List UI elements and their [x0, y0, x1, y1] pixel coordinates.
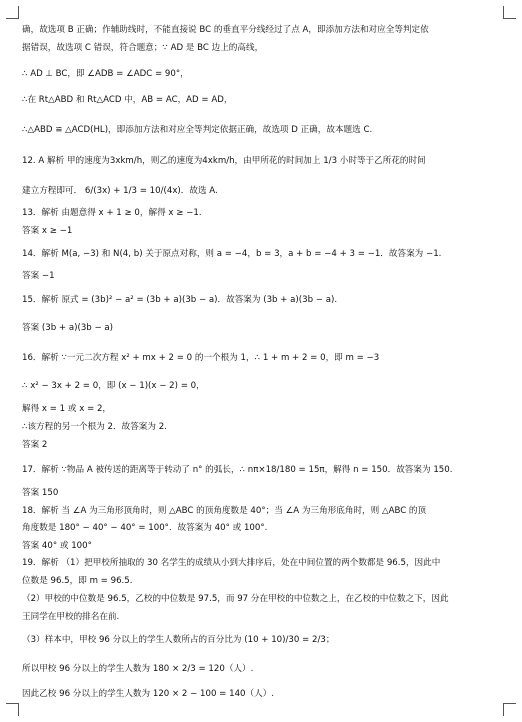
text-line: 确，故选项 B 正确；作辅助线时，不能直接说 BC 的垂直平分线经过了点 A，即添加方法和对应全等判定依 — [22, 25, 429, 35]
text-line: 12. A 解析 甲的速度为3xkm/h，则乙的速度为4xkm/h，由甲所花的时间加上 1/3 小时等于乙所花的时间 — [22, 156, 426, 166]
text-line: 角度数是 180° − 40° − 40° = 100°．故答案为 40° 或 100°. — [22, 523, 268, 533]
answer-line: 答案 x ≥ −1 — [22, 226, 73, 236]
text-line: ∴在 Rt△ABD 和 Rt△ACD 中，AB = AC，AD = AD， — [22, 95, 233, 105]
text-line: 14．解析 M(a, −3) 和 N(4, b) 关于原点对称，则 a = −4，b = 3，a + b = −4 + 3 = −1．故答案为 −1. — [22, 249, 442, 259]
text-line: 建立方程即可． 6/(3x) + 1/3 = 10/(4x)．故选 A. — [22, 186, 218, 196]
crop-mark-bottom-right — [503, 703, 516, 716]
text-line: 16．解析 ∵一元二次方程 x² + mx + 2 = 0 的一个根为 1，∴ 1 + m + 2 = 0，即 m = −3 — [22, 353, 380, 363]
text-line: ∴△ABD ≌ △ACD(HL)，即添加方法和对应全等判定依据正确，故选项 D 正确，故本题选 C. — [22, 125, 373, 135]
text-line: ∴ AD ⊥ BC，即 ∠ADB = ∠ADC = 90°， — [22, 69, 189, 79]
text-line: 17．解析 ∵物品 A 被传送的距离等于转动了 n° 的弧长，∴ nπ×18/180 = 15π，解得 n = 150．故答案为 150. — [22, 465, 453, 475]
text-line: （3）样本中，甲校 96 分以上的学生人数所占的百分比为 (10 + 10)/30 = 2/3； — [22, 635, 335, 645]
text-line: 位数是 96.5，即 m = 96.5. — [22, 576, 133, 586]
answer-line: 答案 (3b + a)(3b − a) — [22, 323, 114, 333]
text-line: 据错误，故选项 C 错误，符合题意；∵ AD 是 BC 边上的高线， — [22, 43, 264, 53]
text-line: 13．解析 由题意得 x + 1 ≥ 0，解得 x ≥ −1. — [22, 208, 202, 218]
text-line: 19．解析 （1）把甲校所抽取的 30 名学生的成绩从小到大排序后，处在中间位置的两个数都是 96.5，因此中 — [22, 558, 441, 568]
crop-mark-top-right — [503, 6, 516, 19]
crop-mark-bottom-left — [6, 703, 19, 716]
text-line: ∴该方程的另一个根为 2．故答案为 2. — [22, 422, 167, 432]
answer-line: 答案 40° 或 100° — [22, 541, 92, 551]
text-line: 因此乙校 96 分以上的学生人数为 120 × 2 − 100 = 140（人）. — [22, 689, 275, 699]
answer-line: 答案 2 — [22, 440, 48, 450]
answer-line: 答案 −1 — [22, 271, 55, 281]
text-line: 王同学在甲校的排名在前. — [22, 612, 120, 622]
text-line: 15．解析 原式 = (3b)² − a² = (3b + a)(3b − a)．故答案为 (3b + a)(3b − a). — [22, 295, 338, 305]
answer-line: 答案 150 — [22, 488, 59, 498]
text-line: 18．解析 当 ∠A 为三角形顶角时，则 △ABC 的顶角度数是 40°；当 ∠A 为三角形底角时，则 △ABC 的顶 — [22, 506, 427, 516]
text-line: 所以甲校 96 分以上的学生人数为 180 × 2/3 = 120（人）. — [22, 664, 254, 674]
text-line: ∴ x² − 3x + 2 = 0，即 (x − 1)(x − 2) = 0， — [22, 381, 205, 391]
text-line: （2）甲校的中位数是 96.5，乙校的中位数是 97.5，而 97 分在甲校的中位数之上，在乙校的中位数之下，因此 — [22, 594, 449, 604]
crop-mark-top-left — [6, 6, 19, 19]
text-line: 解得 x = 1 或 x = 2， — [22, 404, 112, 414]
